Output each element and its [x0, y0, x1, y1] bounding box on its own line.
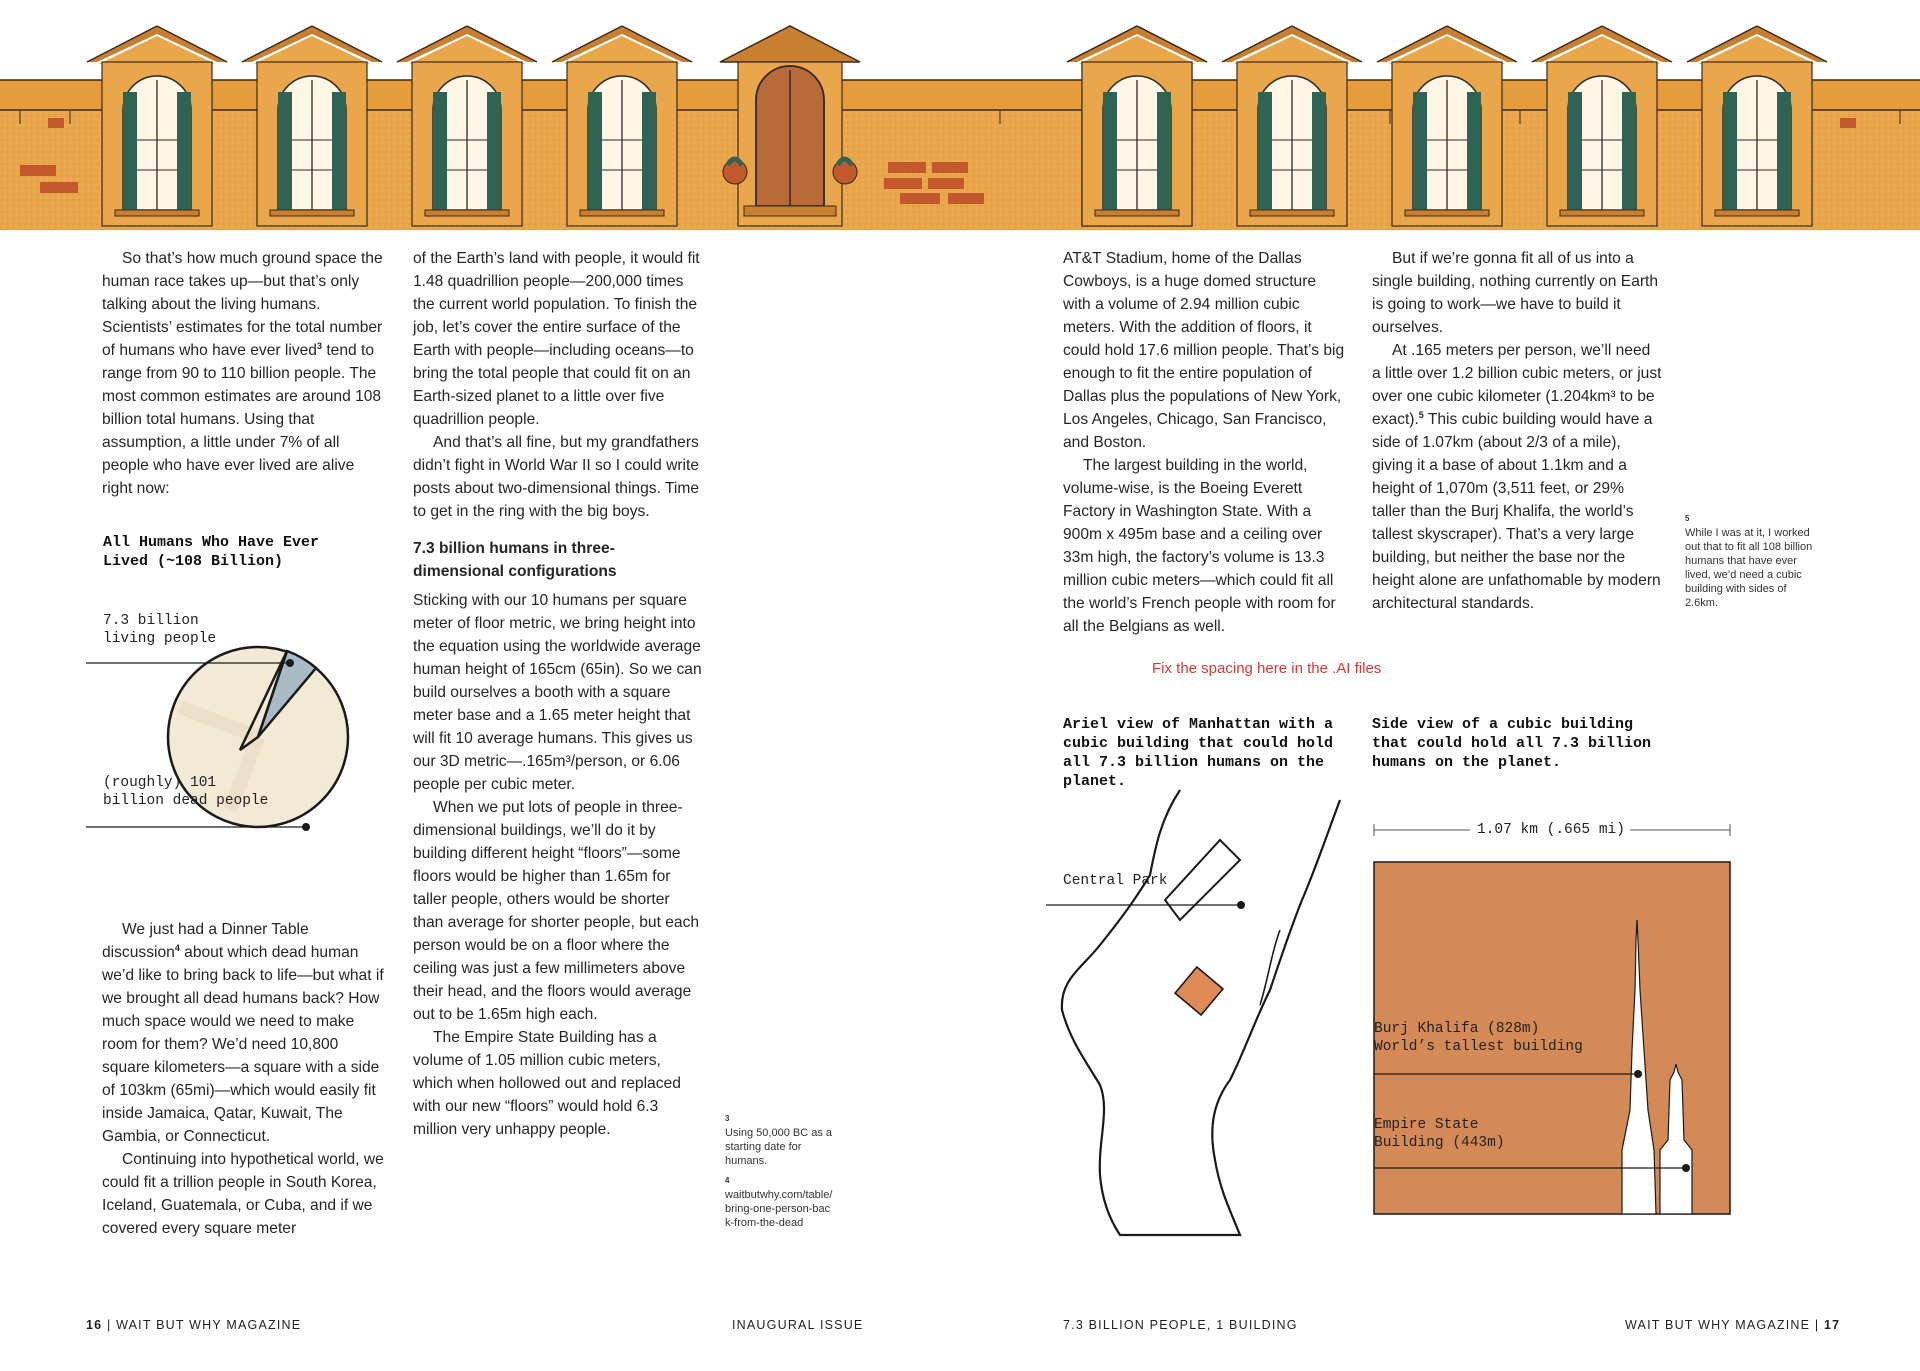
dimension-label: 1.07 km (.665 mi) [1477, 822, 1625, 838]
central-park-label: Central Park [1063, 873, 1168, 889]
burj-khalifa-label: Burj Khalifa (828m) World’s tallest building [1374, 1021, 1583, 1055]
empire-state-label: Empire State Building (443m) [1374, 1117, 1505, 1151]
section-heading: 7.3 billion humans in three-dimensional configurations [413, 540, 617, 580]
left-column-2: of the Earth’s land with people, it would fit 1.48 quadrillion people—200,000 times the current world population. To finish the job, let’s cover the entire surface of the Earth with people—including oceans—to bring the total people that could fit on an Earth-sized planet to a little over five quadrillion people. And that’s all fine, but my grandfathers didn’t fight in World War II so I could write posts about two-dimensional things. Time to get in the ring with the big boys. 7.3 billion humans in three-dimensional configurations Sticking with our 10 humans per square meter of floor metric, we bring height into the equation using the worldwide average human height of 165cm (65in). So we can build ourselves a booth with a square meter base and a 1.65 meter height that will fit 10 average humans. This gives us our 3D metric—.165m³/person, or 6.06 people per cubic meter. When we put lots of people in three-dimensional buildings, we’ll do it by building different height “floors”—some floors would be higher than 1.65m for taller people, others would be shorter than average for shorter people, but each person would be on a floor where the ceiling was just a few millimeters above their head, and the floors would average out to be 1.65m high each. The Empire State Building has a volume of 1.05 million cubic meters, which when hollowed out and replaced with our new “floors” would hold 6.3 million very unhappy people. [413, 250, 702, 1138]
manhattan-map [1040, 780, 1350, 1240]
issue-footer: INAUGURAL ISSUE [732, 1318, 864, 1332]
door-illustration [720, 26, 860, 226]
left-column-1: So that’s how much ground space the human race takes up—but that’s only talking about the living humans. Scientists’ estimates for the total number of humans who have ever lived$^3$ tend to range from 90 to 110 billion people. The most common estimates are around 108 billion total humans. Using that assumption, a little under 7% of all people who have ever lived are alive right now: [102, 250, 383, 497]
footnote-4: 4 waitbutwhy.com/table/bring-one-person-back-from-the-dead [725, 1176, 833, 1229]
left-column-1-continued: We just had a Dinner Table discussion$^4$ about which dead human we’d like to bring back to life—but what if we brought all dead humans back? How much space would we need to make room for them? We’d need 10,800 square kilometers—a square with a side of 103km (65mi)—which would easily fit inside Jamaica, Qatar, Kuwait, The Gambia, or Connecticut. Continuing into hypothetical world, we could fit a trillion people in South Korea, Iceland, Guatemala, or Cuba, and if we covered every square meter [102, 921, 384, 1237]
pie-label-living: 7.3 billion living people [103, 613, 217, 647]
right-footer: WAIT BUT WHY MAGAZINE | 17 [1625, 1318, 1841, 1332]
pie-label-dead: (roughly) 101 billion dead people [103, 775, 269, 809]
right-column-2: But if we’re gonna fit all of us into a single building, nothing currently on Earth is going to work—we have to build it ourselves. At .165 meters per person, we’ll need a little over 1.2 billion cubic meters, or just over one cubic kilometer (1.204km³ to be exact).$^5$ This cubic building would have a side of 1.07km (about 2/3 of a mile), giving it a base of about 1.1km and a height of 1,070m (3,511 feet, or 29% taller than the Burj Khalifa, the world’s tallest skyscraper). That’s a very large building, but neither the base nor the height alone are unfathomable by modern architectural standards. [1372, 250, 1662, 612]
editor-note: Fix the spacing here in the .AI files [1152, 660, 1382, 677]
humans-pie-chart [80, 610, 380, 880]
map-caption: Ariel view of Manhattan with a cubic building that could hold all 7.3 billion humans on the planet. [1063, 716, 1334, 790]
footnote-5: 5 While I was at it, I worked out that to fit all 108 billion humans that have ever lived, we’d need a cubic building with sides of 2.6km. [1685, 514, 1813, 609]
side-view-caption: Side view of a cubic building that could hold all 7.3 billion humans on the planet. [1372, 716, 1652, 771]
pie-chart-title: All Humans Who Have Ever Lived (~108 Billion) [103, 534, 320, 570]
right-column-1: AT&T Stadium, home of the Dallas Cowboys, is a huge domed structure with a volume of 2.94 million cubic meters. With the addition of floors, it could hold 17.6 million people. That’s big enough to fit the entire population of Dallas plus the populations of New York, Los Angeles, Chicago, San Francisco, and Boston. The largest building in the world, volume-wise, is the Boeing Everett Factory in Washington State. With a 900m x 495m base and a ceiling over 33m high, the factory’s volume is 13.3 million cubic meters—which could fit all the world’s French people with room for all the Belgians as well. [1063, 250, 1345, 635]
article-footer: 7.3 BILLION PEOPLE, 1 BUILDING [1063, 1318, 1298, 1332]
footnote-3: 3 Using 50,000 BC as a starting date for humans. [725, 1114, 833, 1167]
left-footer: 16 | WAIT BUT WHY MAGAZINE [86, 1318, 302, 1332]
cubic-building-footprint [1175, 967, 1223, 1015]
building-facade-illustration [0, 0, 1920, 230]
